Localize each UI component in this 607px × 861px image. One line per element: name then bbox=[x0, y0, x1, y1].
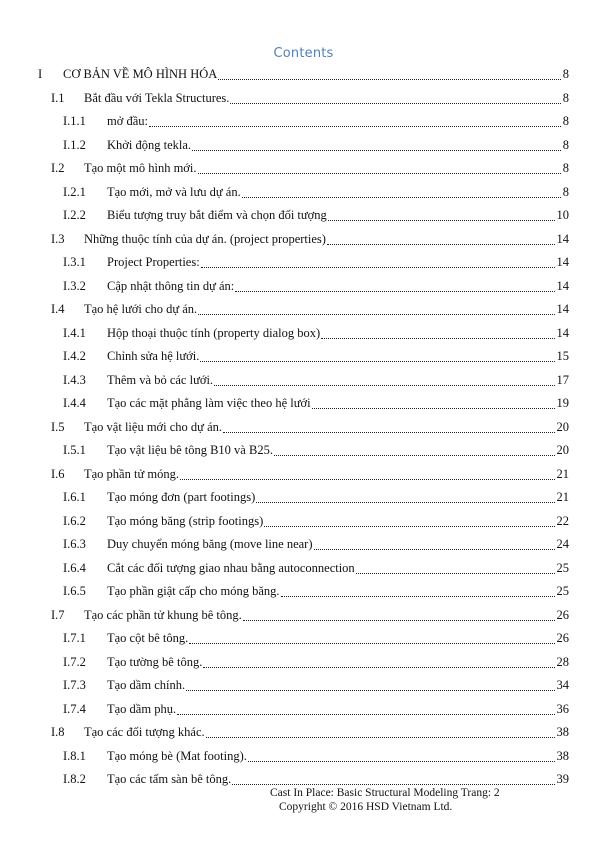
toc-entry-title[interactable]: CƠ BẢN VỀ MÔ HÌNH HÓA bbox=[63, 67, 218, 81]
toc-entry-page: 28 bbox=[556, 654, 569, 669]
toc-entry-title[interactable]: Biểu tượng truy bắt điểm và chọn đối tượng bbox=[107, 208, 327, 222]
toc-dot-leader bbox=[186, 689, 555, 691]
toc-entry[interactable] bbox=[0, 395, 607, 412]
toc-entry-title[interactable]: Tạo các phần tử khung bê tông. bbox=[84, 607, 242, 622]
toc-entry-title[interactable]: Tạo cột bê tông. bbox=[107, 631, 189, 645]
toc-entry-number: I.8.2 bbox=[63, 772, 86, 786]
toc-entry-number: I.3 bbox=[51, 231, 65, 246]
toc-dot-leader bbox=[206, 736, 555, 738]
toc-entry-title[interactable]: Tạo các đối tượng khác. bbox=[84, 725, 205, 739]
toc-entry[interactable] bbox=[0, 113, 607, 130]
toc-entry[interactable] bbox=[0, 583, 607, 600]
toc-entry-number: I.7.4 bbox=[63, 701, 86, 716]
toc-entry-title[interactable]: Tạo phần giật cấp cho móng băng. bbox=[107, 584, 280, 598]
toc-entry-page: 24 bbox=[556, 537, 569, 551]
toc-entry-title[interactable]: mở đầu: bbox=[107, 114, 148, 128]
toc-entry-page: 10 bbox=[556, 208, 569, 222]
toc-entry[interactable] bbox=[0, 442, 607, 459]
toc-entry-number: I.2.1 bbox=[63, 184, 86, 199]
toc-dot-leader bbox=[214, 384, 555, 386]
toc-entry-page: 8 bbox=[562, 161, 569, 175]
toc-entry-number: I.8.1 bbox=[63, 748, 86, 763]
toc-entry-title[interactable]: Tạo một mô hình mới. bbox=[84, 161, 197, 175]
toc-entry[interactable] bbox=[0, 560, 607, 577]
toc-entry-number: I.4.4 bbox=[63, 396, 86, 410]
toc-dot-leader bbox=[232, 783, 555, 785]
toc-entry-number: I.4.2 bbox=[63, 349, 86, 363]
toc-entry-number: I.1 bbox=[51, 90, 65, 105]
toc-entry-title[interactable]: Cập nhật thông tin dự án: bbox=[107, 278, 235, 293]
toc-entry[interactable] bbox=[0, 489, 607, 506]
toc-entry-number: I.6.3 bbox=[63, 537, 86, 551]
toc-entry[interactable] bbox=[0, 630, 607, 647]
toc-entry-title[interactable]: Cắt các đối tượng giao nhau bằng autoconnection bbox=[107, 560, 355, 575]
toc-entry-number: I.1.1 bbox=[63, 114, 86, 128]
toc-entry-page: 8 bbox=[562, 114, 569, 128]
toc-entry-number: I.6.1 bbox=[63, 490, 86, 504]
toc-dot-leader bbox=[281, 595, 555, 597]
toc-entry-title[interactable]: Tạo vật liệu mới cho dự án. bbox=[84, 419, 223, 434]
toc-entry-page: 22 bbox=[556, 513, 569, 528]
toc-entry-page: 8 bbox=[562, 137, 569, 152]
toc-entry[interactable] bbox=[0, 66, 607, 83]
toc-entry-number: I.6.2 bbox=[63, 513, 86, 528]
toc-entry-title[interactable]: Tạo móng băng (strip footings) bbox=[107, 513, 264, 528]
toc-entry-page: 21 bbox=[556, 490, 569, 504]
toc-entry-title[interactable]: Tạo vật liệu bê tông B10 và B25. bbox=[107, 443, 273, 457]
toc-entry-title[interactable]: Tạo móng đơn (part footings) bbox=[107, 490, 256, 504]
toc-dot-leader bbox=[256, 501, 555, 503]
toc-dot-leader bbox=[230, 102, 561, 104]
toc-dot-leader bbox=[235, 290, 555, 292]
toc-entry-number: I.1.2 bbox=[63, 137, 86, 152]
toc-entry-page: 14 bbox=[556, 302, 569, 316]
toc-dot-leader bbox=[218, 78, 561, 80]
toc-entry[interactable] bbox=[0, 701, 607, 718]
toc-entry-number: I.8 bbox=[51, 725, 65, 739]
toc-entry-page: 26 bbox=[556, 631, 569, 645]
toc-entry-title[interactable]: Project Properties: bbox=[107, 255, 200, 269]
toc-entry-number: I.7 bbox=[51, 607, 65, 622]
page-footer bbox=[270, 786, 590, 814]
toc-entry[interactable] bbox=[0, 419, 607, 436]
toc-dot-leader bbox=[356, 572, 555, 574]
footer-title-page: Cast In Place: Basic Structural Modeling Trang: 2 bbox=[270, 787, 500, 799]
toc-entry-page: 20 bbox=[556, 443, 569, 457]
toc-entry-page: 14 bbox=[556, 231, 569, 246]
toc-entry-number: I bbox=[38, 67, 43, 81]
toc-entry-number: I.7.3 bbox=[63, 678, 86, 692]
toc-entry-number: I.3.2 bbox=[63, 278, 86, 293]
toc-entry-title[interactable]: Tạo mới, mở và lưu dự án. bbox=[107, 184, 241, 199]
toc-entry[interactable] bbox=[0, 748, 607, 765]
toc-entry-number: I.4 bbox=[51, 302, 65, 316]
toc-entry-title[interactable]: Tạo phần tử móng. bbox=[84, 466, 179, 481]
toc-entry-title[interactable]: Tạo tường bê tông. bbox=[107, 654, 203, 669]
toc-dot-leader bbox=[198, 172, 561, 174]
toc-dot-leader bbox=[274, 454, 555, 456]
toc-entry[interactable] bbox=[0, 184, 607, 201]
toc-entry[interactable] bbox=[0, 231, 607, 248]
toc-entry-page: 38 bbox=[556, 725, 569, 739]
toc-entry[interactable] bbox=[0, 654, 607, 671]
toc-entry-page: 25 bbox=[556, 584, 569, 598]
toc-dot-leader bbox=[149, 125, 561, 127]
toc-dot-leader bbox=[192, 149, 561, 151]
toc-dot-leader bbox=[248, 760, 555, 762]
toc-entry-number: I.4.1 bbox=[63, 325, 86, 340]
toc-entry-page: 8 bbox=[562, 67, 569, 81]
toc-entry-page: 38 bbox=[556, 748, 569, 763]
toc-entry[interactable] bbox=[0, 207, 607, 224]
toc-entry-number: I.2 bbox=[51, 161, 65, 175]
toc-entry[interactable] bbox=[0, 372, 607, 389]
toc-dot-leader bbox=[321, 337, 555, 339]
toc-dot-leader bbox=[264, 525, 555, 527]
toc-entry[interactable] bbox=[0, 724, 607, 741]
toc-entry-title[interactable]: Khởi động tekla. bbox=[107, 137, 192, 152]
toc-dot-leader bbox=[180, 478, 555, 480]
toc-dot-leader bbox=[198, 313, 555, 315]
toc-entry-page: 19 bbox=[556, 396, 569, 410]
toc-entry-number: I.5 bbox=[51, 419, 65, 434]
toc-entry-number: I.3.1 bbox=[63, 255, 86, 269]
toc-dot-leader bbox=[223, 431, 555, 433]
toc-entry-page: 14 bbox=[556, 255, 569, 269]
toc-entry-title[interactable]: Thêm và bỏ các lưới. bbox=[107, 372, 214, 387]
footer-copyright: Copyright © 2016 HSD Vietnam Ltd. bbox=[279, 801, 453, 813]
toc-entry-page: 39 bbox=[556, 772, 569, 786]
toc-entry-page: 20 bbox=[556, 419, 569, 434]
toc-entry-number: I.5.1 bbox=[63, 443, 86, 457]
toc-entry-page: 14 bbox=[556, 278, 569, 293]
toc-entry-title[interactable]: Hộp thoại thuộc tính (property dialog box) bbox=[107, 325, 321, 340]
toc-entry-title[interactable]: Tạo các mặt phẳng làm việc theo hệ lưới bbox=[107, 396, 311, 410]
toc-entry-title[interactable]: Những thuộc tính của dự án. (project properties) bbox=[84, 231, 326, 246]
toc-entry[interactable] bbox=[0, 513, 607, 530]
toc-entry[interactable] bbox=[0, 254, 607, 271]
toc-dot-leader bbox=[242, 196, 561, 198]
toc-dot-leader bbox=[177, 713, 555, 715]
toc-entry[interactable] bbox=[0, 137, 607, 154]
toc-entry[interactable] bbox=[0, 90, 607, 107]
toc-entry-number: I.7.1 bbox=[63, 631, 86, 645]
toc-entry-title[interactable]: Duy chuyển móng băng (move line near) bbox=[107, 537, 313, 551]
toc-entry[interactable] bbox=[0, 325, 607, 342]
toc-dot-leader bbox=[203, 666, 555, 668]
toc-dot-leader bbox=[328, 219, 555, 221]
toc-entry-page: 8 bbox=[562, 184, 569, 199]
toc-dot-leader bbox=[327, 243, 555, 245]
toc-entry-title[interactable]: Tạo hệ lưới cho dự án. bbox=[84, 302, 198, 316]
toc-entry-title[interactable]: Chỉnh sửa hệ lưới. bbox=[107, 349, 200, 363]
toc-entry-page: 25 bbox=[556, 560, 569, 575]
toc-entry-number: I.6 bbox=[51, 466, 65, 481]
toc-entry-number: I.4.3 bbox=[63, 372, 86, 387]
toc-dot-leader bbox=[243, 619, 555, 621]
toc-dot-leader bbox=[189, 642, 555, 644]
toc-dot-leader bbox=[312, 407, 555, 409]
toc-dot-leader bbox=[201, 266, 555, 268]
toc-entry-number: I.6.4 bbox=[63, 560, 86, 575]
toc-entry-number: I.2.2 bbox=[63, 208, 86, 222]
toc-entry-page: 14 bbox=[556, 325, 569, 340]
toc-entry[interactable] bbox=[0, 466, 607, 483]
toc-entry-page: 21 bbox=[556, 466, 569, 481]
toc-entry[interactable] bbox=[0, 536, 607, 553]
toc-entry[interactable] bbox=[0, 160, 607, 177]
toc-entry-title[interactable]: Tạo dầm phụ. bbox=[107, 701, 177, 716]
toc-entry-page: 36 bbox=[556, 701, 569, 716]
toc-dot-leader bbox=[314, 548, 555, 550]
toc-entry-page: 26 bbox=[556, 607, 569, 622]
toc-entry-page: 34 bbox=[556, 678, 569, 692]
toc-entry-title[interactable]: Tạo móng bè (Mat footing). bbox=[107, 748, 247, 763]
toc-title: Contents bbox=[273, 46, 334, 61]
toc-entry-number: I.7.2 bbox=[63, 654, 86, 669]
toc-entry-page: 15 bbox=[556, 349, 569, 363]
toc-entry-title[interactable]: Bắt đầu với Tekla Structures. bbox=[84, 90, 230, 105]
toc-entry[interactable] bbox=[0, 348, 607, 365]
toc-entry-page: 8 bbox=[562, 90, 569, 105]
toc-entry[interactable] bbox=[0, 677, 607, 694]
toc-entry[interactable] bbox=[0, 278, 607, 295]
toc-entry-number: I.6.5 bbox=[63, 584, 86, 598]
toc-entry-title[interactable]: Tạo các tấm sàn bê tông. bbox=[107, 772, 232, 786]
toc-dot-leader bbox=[200, 360, 555, 362]
toc-entry[interactable] bbox=[0, 301, 607, 318]
toc-entry-title[interactable]: Tạo dầm chính. bbox=[107, 678, 186, 692]
toc-entry-page: 17 bbox=[556, 372, 569, 387]
toc-entry[interactable] bbox=[0, 607, 607, 624]
